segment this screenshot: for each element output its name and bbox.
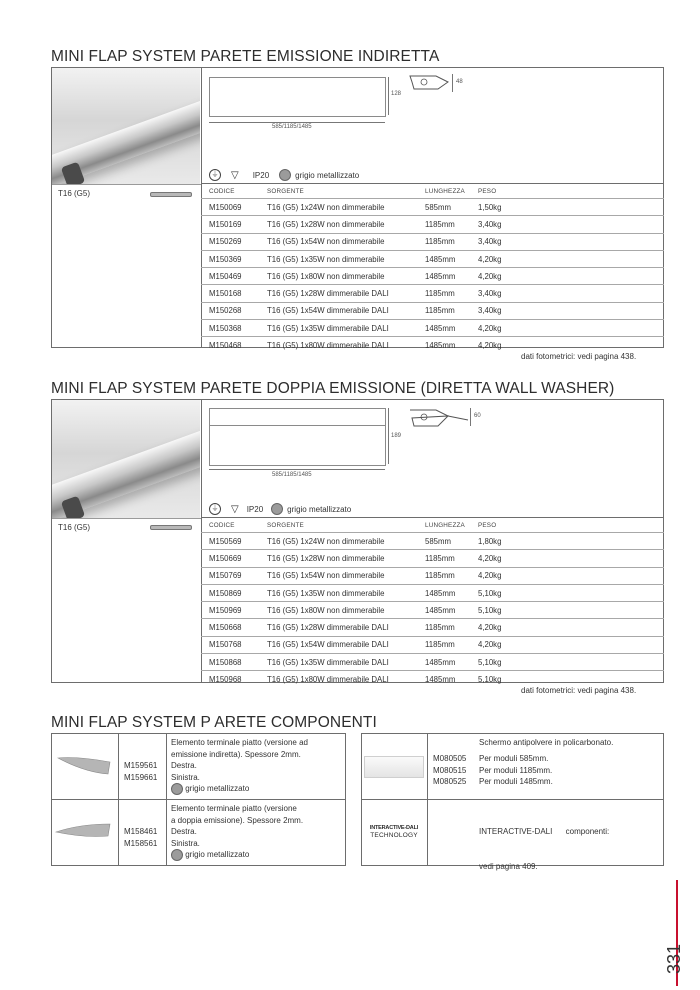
end-cap-double-desc: Elemento terminale piatto (versione a doppia emissione). Spessore 2mm. [171,804,304,825]
section-2-product-table [201,518,664,688]
table-row: M150668 T16 (G5) 1x28W dimmerabile DALI 1185mm 4,20kg [201,619,664,636]
table-row: M150468 T16 (G5) 1x80W dimmerabile DALI 1485mm 4,20kg [201,337,664,354]
dust-screen-codes: M080505 M080515 M080525 [433,754,467,786]
dust-screen-image [364,756,424,778]
table-row: M150969 T16 (G5) 1x80W non dimmerabile 1485mm 5,10kg [201,602,664,619]
finish-label: grigio metallizzato [295,170,360,180]
earth-icon: ⏚ [209,169,221,181]
section-1-height-dim: 128 [391,91,402,97]
col-lunghezza: LUNGHEZZA [417,184,470,199]
end-cap-indirect-desc: Elemento terminale piatto (versione ad emissione indiretta). Spessore 2mm. [171,738,308,759]
table-row: M150768 T16 (G5) 1x54W dimmerabile DALI 1185mm 4,20kg [201,636,664,653]
table-row: M150269 T16 (G5) 1x54W non dimmerabile 1185mm 3,40kg [201,233,664,250]
table-row: M150368 T16 (G5) 1x35W dimmerabile DALI 1485mm 4,20kg [201,320,664,337]
table-row: M150469 T16 (G5) 1x80W non dimmerabile 1485mm 4,20kg [201,268,664,285]
section-1-product-table [201,184,664,354]
table-row: M150369 T16 (G5) 1x35W non dimmerabile 1485mm 4,20kg [201,250,664,267]
section-1-front-view [209,77,386,117]
section-1-product-photo [52,68,200,184]
section-1-profile-dim: 48 [456,79,463,85]
section-2-product-photo [52,400,200,518]
section-1-title: MINI FLAP SYSTEM PARETE EMISSIONE INDIRETTA [51,48,440,65]
ip-rating: IP20 [252,170,270,180]
section-1-specs [209,169,359,181]
section-1-footnote: dati fotometrici: vedi pagina 438. [521,352,637,361]
col-codice: CODICE [201,184,259,199]
dust-screen-labels: Per moduli 585mm. Per moduli 1185mm. Per moduli 1485mm. [479,754,553,786]
col-peso: PESO [470,184,664,199]
col-sorgente: SORGENTE [259,518,417,533]
table-row: M150968 T16 (G5) 1x80W dimmerabile DALI 1485mm 5,10kg [201,671,664,688]
section-2-front-view [209,408,386,466]
finish-label: grigio metallizzato [287,504,352,514]
page-number: 331 [664,943,684,974]
dali-note: INTERACTIVE-DALI componenti: vedi pagina 409. [479,827,610,871]
section-2-tube-icon [150,525,192,530]
table-row: M150168 T16 (G5) 1x28W dimmerabile DALI 1185mm 3,40kg [201,285,664,302]
ip-rating: IP20 [246,504,264,514]
finish-swatch [271,503,283,515]
table-row: M150268 T16 (G5) 1x54W dimmerabile DALI 1185mm 3,40kg [201,302,664,319]
section-2-length-dim: 585/1185/1485 [272,472,312,478]
finish-swatch [171,849,183,861]
table-row: M150069 T16 (G5) 1x24W non dimmerabile 585mm 1,50kg [201,199,664,216]
f-mark-icon: ▽ [231,169,239,181]
end-cap-double-image [54,820,114,846]
section-2-profile-drawing [408,406,470,432]
dust-screen-desc: Schermo antipolvere in policarbonato. [479,738,614,747]
section-2-title: MINI FLAP SYSTEM PARETE DOPPIA EMISSIONE (DIRETTA WALL WASHER) [51,380,615,397]
finish-swatch [279,169,291,181]
col-sorgente: SORGENTE [259,184,417,199]
col-codice: CODICE [201,518,259,533]
components-title: MINI FLAP SYSTEM P ARETE COMPONENTI [51,714,377,731]
col-lunghezza: LUNGHEZZA [417,518,470,533]
earth-icon: ⏚ [209,503,221,515]
dali-logo: INTERACTIVE-DALI TECHNOLOGY [369,825,419,839]
section-2-height-dim: 189 [391,433,402,439]
section-1-profile-drawing [408,72,450,94]
col-peso: PESO [470,518,664,533]
table-row: M150769 T16 (G5) 1x54W non dimmerabile 1185mm 4,20kg [201,567,664,584]
section-2-specs [209,503,351,515]
f-mark-icon: ▽ [231,503,239,515]
section-1-tube-icon [150,192,192,197]
section-2-profile-dim: 60 [474,413,481,419]
end-cap-indirect-image [56,752,114,780]
section-2-source-label: T16 (G5) [58,523,91,532]
end-cap-indirect-sides: Destra. Sinistra. grigio metallizzato [171,761,250,794]
table-row: M150868 T16 (G5) 1x35W dimmerabile DALI 1485mm 5,10kg [201,654,664,671]
table-row: M150869 T16 (G5) 1x35W non dimmerabile 1485mm 5,10kg [201,584,664,601]
end-cap-double-sides: Destra. Sinistra. grigio metallizzato [171,827,250,860]
end-cap-double-codes: M158461 M158561 [124,827,158,848]
table-row: M150569 T16 (G5) 1x24W non dimmerabile 585mm 1,80kg [201,533,664,550]
section-2-footnote: dati fotometrici: vedi pagina 438. [521,686,637,695]
finish-swatch [171,783,183,795]
table-row: M150169 T16 (G5) 1x28W non dimmerabile 1185mm 3,40kg [201,216,664,233]
end-cap-indirect-codes: M159561 M159661 [124,761,158,782]
section-1-source-label: T16 (G5) [58,189,91,198]
table-row: M150669 T16 (G5) 1x28W non dimmerabile 1185mm 4,20kg [201,550,664,567]
section-1-length-dim: 585/1185/1485 [272,124,312,130]
